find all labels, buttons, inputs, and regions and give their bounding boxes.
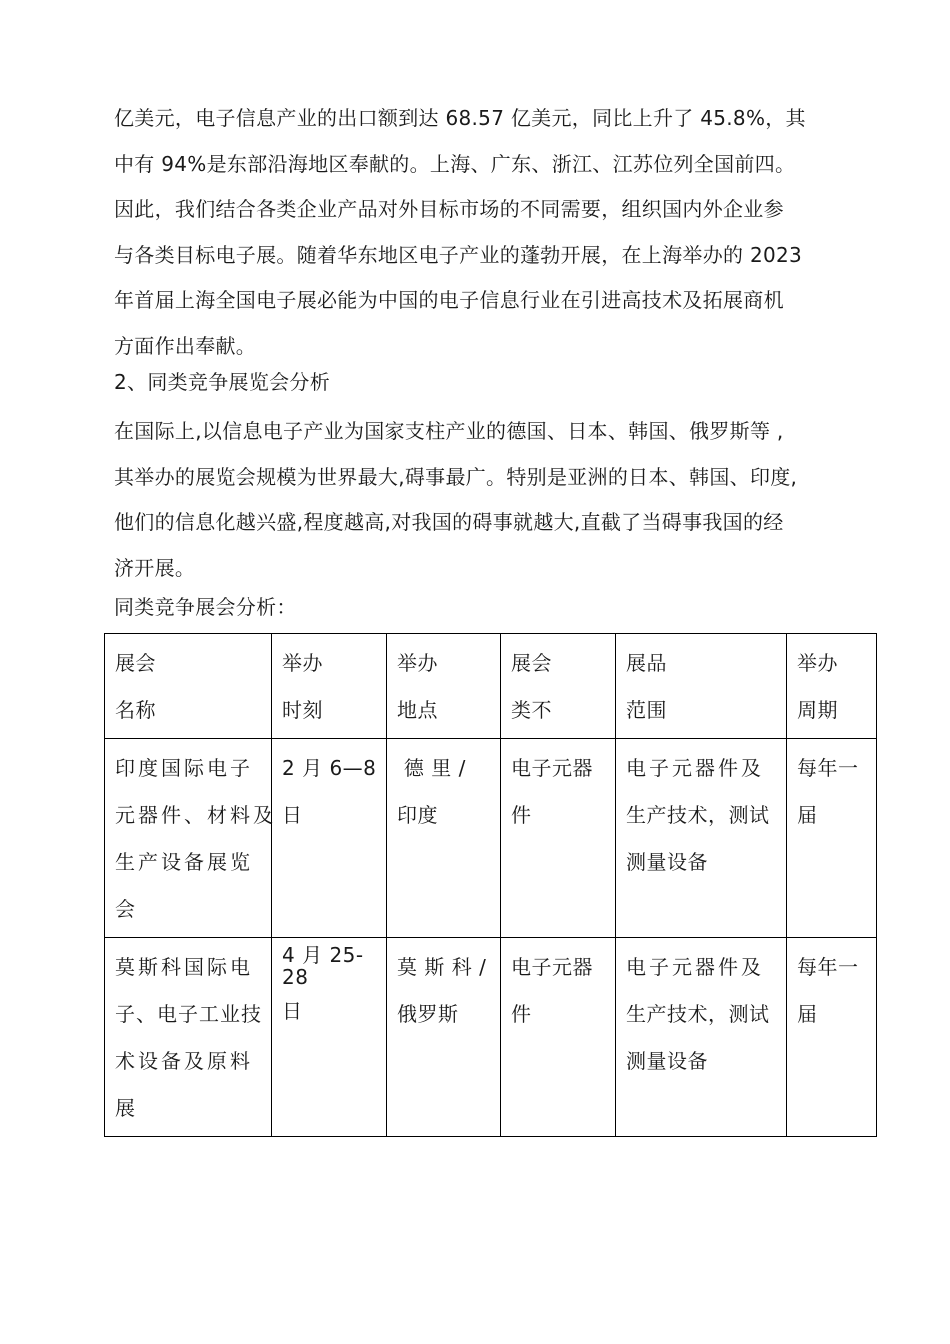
cell-scope: 电子元器件及 生产技术，测试 测量设备 <box>616 938 787 1137</box>
cell-scope: 电子元器件及 生产技术，测试 测量设备 <box>616 739 787 938</box>
header-cell-category: 展会 类不 <box>501 634 616 739</box>
cell-category: 电子元器 件 <box>501 739 616 938</box>
competition-paragraph <box>114 409 859 591</box>
cell-place: 莫 斯 科 / 俄罗斯 <box>387 938 501 1137</box>
cell-time: 4 月 25- 28 日 <box>272 938 387 1137</box>
header-cell-cycle: 举办 周期 <box>787 634 877 739</box>
table-header-row <box>105 634 877 739</box>
paragraph-line: 其举办的展览会规模为世界最大,碍事最广。特别是亚洲的日本、韩国、印度, <box>114 464 798 489</box>
paragraph-line: 在国际上,以信息电子产业为国家支柱产业的德国、日本、韩国、俄罗斯等 , <box>114 419 784 443</box>
header-cell-time: 举办 时刻 <box>272 634 387 739</box>
cell-place: 德 里 / 印度 <box>387 739 501 938</box>
paragraph-line: 年首届上海全国电子展必能为中国的电子信息行业在引进高技术及拓展商机 <box>114 288 784 312</box>
paragraph-line: 方面作出奉献。 <box>114 333 257 358</box>
header-cell-scope: 展品 范围 <box>616 634 787 739</box>
table-caption: 同类竞争展会分析： <box>114 595 297 619</box>
paragraph-line: 因此，我们结合各类企业产品对外目标市场的不同需要，组织国内外企业参 <box>114 197 784 221</box>
section-heading: 2、同类竞争展览会分析 <box>114 370 331 394</box>
paragraph-line: 济开展。 <box>114 555 196 580</box>
table-row <box>105 938 877 1137</box>
cell-cycle: 每年一 届 <box>787 739 877 938</box>
cell-exhibition-name: 莫斯科国际电 子、电子工业技 术设备及原料 展 <box>105 938 272 1137</box>
header-cell-name: 展会 名称 <box>105 634 272 739</box>
paragraph-line: 亿美元，电子信息产业的出口额到达 68.57 亿美元，同比上升了 45.8%，其 <box>114 106 806 130</box>
cell-category: 电子元器 件 <box>501 938 616 1137</box>
paragraph-line: 中有 94%是东部沿海地区奉献的。上海、广东、浙江、江苏位列全国前四。 <box>114 151 796 176</box>
paragraph-line: 与各类目标电子展。随着华东地区电子产业的蓬勃开展，在上海举办的 2023 <box>114 242 803 267</box>
exhibition-table <box>104 633 877 1137</box>
paragraph-line: 他们的信息化越兴盛,程度越高,对我国的碍事就越大,直截了当碍事我国的经 <box>114 510 784 534</box>
header-cell-place: 举办 地点 <box>387 634 501 739</box>
cell-exhibition-name: 印度国际电子 元器件、材料及 生产设备展览 会 <box>105 739 272 938</box>
cell-cycle: 每年一 届 <box>787 938 877 1137</box>
intro-paragraph <box>114 96 859 369</box>
cell-time: 2 月 6—8 日 <box>272 739 387 938</box>
table-row <box>105 739 877 938</box>
